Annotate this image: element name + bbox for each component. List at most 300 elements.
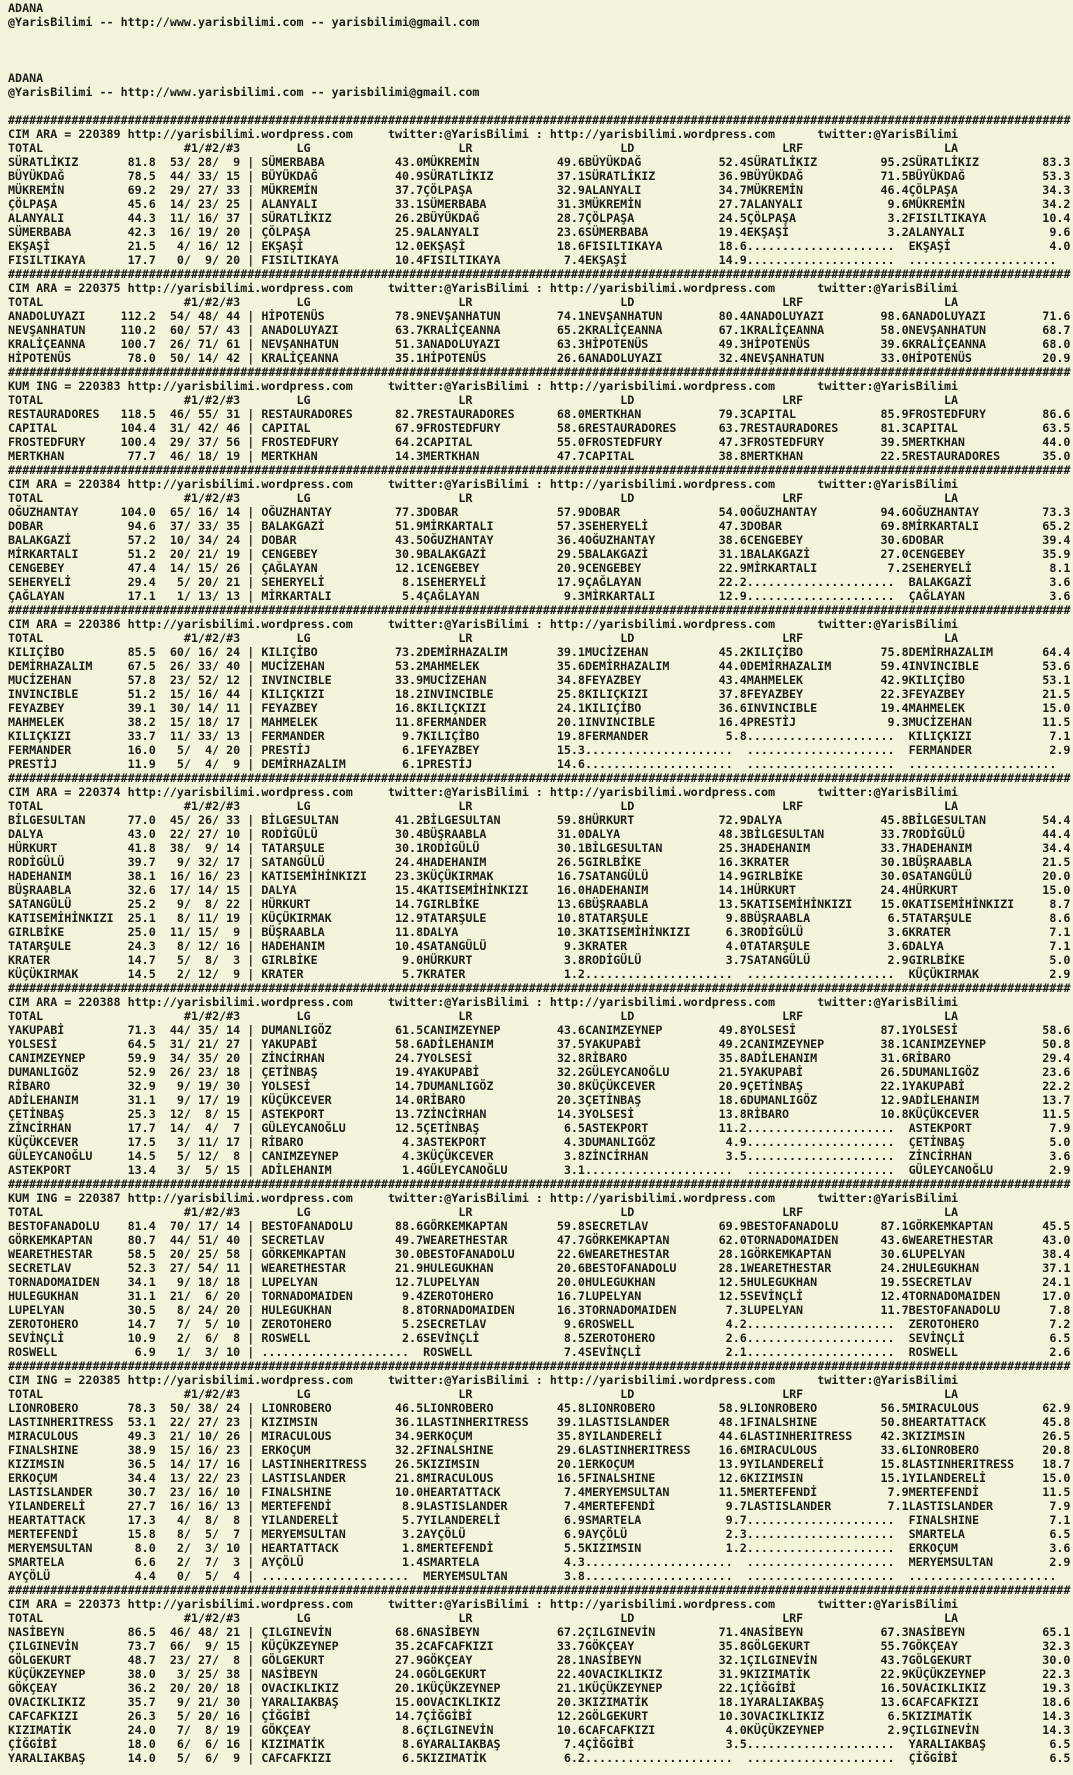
pair-horse-name: LIONROBERO (908, 1443, 979, 1457)
column-header-stats: #1/#2/#3 (183, 1009, 241, 1023)
column-header-line (8, 491, 1073, 505)
pair-horse-name: ÇILGINEVİN (423, 1723, 494, 1737)
stat-pair (909, 421, 1071, 435)
column-header-total: TOTAL (8, 631, 44, 645)
pair-horse-name: RESTAURADORES (584, 421, 677, 435)
pair-horse-name: EKŞAŞİ (584, 253, 628, 267)
pair-value: 5.5 (563, 1541, 585, 1555)
pair-value: 7.2 (887, 561, 909, 575)
pair-value: 48.1 (718, 1415, 747, 1429)
pair-value: 39.5 (880, 435, 909, 449)
stat-pair (261, 547, 423, 561)
column-header-total: TOTAL (8, 799, 44, 813)
pair-value: 2.3 (725, 1527, 747, 1541)
pair-horse-name: MERTKHAN (584, 407, 642, 421)
column-header-la: LA (943, 1611, 959, 1625)
pair-value: 39.6 (880, 337, 909, 351)
pair-value: 15.4 (394, 883, 424, 897)
stats-value: 1/ 13/ 13 (169, 589, 241, 603)
pair-value: 45.8 (556, 1401, 585, 1415)
stat-pair (261, 1471, 423, 1485)
table-row (8, 1317, 1073, 1331)
pair-horse-name: RESTAURADORES (261, 407, 353, 421)
stat-pair (261, 253, 423, 267)
stat-pair (909, 1219, 1071, 1233)
pair-horse-name: AYÇÖLÜ (261, 1555, 304, 1569)
stat-pair (423, 309, 585, 323)
pair-value: 50.8 (880, 1415, 909, 1429)
stat-pair (909, 1569, 1071, 1583)
pair-horse-name: LASTISLANDER (908, 1499, 994, 1513)
pair-value: 26.6 (556, 351, 585, 365)
pair-value: 46.4 (880, 183, 909, 197)
stat-pair (423, 1037, 585, 1051)
pair-value: 7.4 (563, 1499, 585, 1513)
stat-pair (909, 953, 1071, 967)
pair-value: 8.6 (402, 1737, 424, 1751)
stat-pair (747, 225, 909, 239)
pair-horse-name: BÜŞRAABLA (746, 911, 811, 925)
pair-horse-name: ERKOÇUM (908, 1541, 958, 1555)
table-row (8, 729, 1073, 743)
stat-pair (261, 1429, 423, 1443)
column-divider: | (247, 1317, 255, 1331)
pair-value: 8.5 (563, 1331, 585, 1345)
stat-pair (747, 323, 909, 337)
column-header-stats: #1/#2/#3 (183, 1205, 241, 1219)
pair-value: 49.8 (718, 1023, 747, 1037)
pair-value: 53.2 (394, 659, 424, 673)
column-header-ld: LD (620, 491, 635, 505)
column-divider: | (247, 1751, 255, 1765)
pair-horse-name: FINALSHINE (908, 1513, 979, 1527)
pair-value: 7.8 (1049, 1303, 1071, 1317)
pair-value: 21.5 (718, 1065, 747, 1079)
pair-horse-name: MAHMELEK (746, 673, 804, 687)
race-id: CIM ARA = 220384 (8, 477, 121, 491)
pair-horse-name: NASİBEYN (584, 1653, 642, 1667)
stat-pair (585, 1247, 747, 1261)
total-value: 45.6 (127, 197, 156, 211)
stat-pair (909, 1667, 1071, 1681)
pair-value: 8.1 (1049, 561, 1071, 575)
stat-pair (909, 687, 1071, 701)
column-divider: | (247, 1163, 255, 1177)
stat-pair (747, 547, 909, 561)
total-value: 25.1 (127, 911, 156, 925)
pair-value: 65.2 (556, 323, 585, 337)
pair-value: 18.6 (1042, 1695, 1071, 1709)
dots-filler: ..................... (746, 1513, 895, 1527)
column-header-line (8, 141, 1073, 155)
total-value: 53.1 (127, 1415, 156, 1429)
pair-horse-name: DUMANLIGÖZ (261, 1023, 332, 1037)
horse-name: SEHERYELİ (8, 575, 72, 589)
stat-pair (423, 1751, 585, 1765)
horse-name: KATISEMİHİNKIZI (8, 911, 114, 925)
stat-pair (261, 1723, 423, 1737)
pair-horse-name: BALAKGAZİ (261, 519, 325, 533)
pair-horse-name: BÜŞRAABLA (584, 897, 649, 911)
stat-pair (585, 1751, 747, 1765)
stats-value: 3/ 11/ 17 (169, 1135, 241, 1149)
stat-pair (423, 1163, 585, 1177)
stat-pair (585, 1149, 747, 1163)
pair-value: 21.9 (394, 1261, 424, 1275)
pair-value: 7.9 (887, 1485, 909, 1499)
stats-value: 0/ 5/ 4 (169, 1569, 241, 1583)
pair-value: 14.3 (1042, 1709, 1071, 1723)
pair-horse-name: GÖLGEKURT (423, 1667, 487, 1681)
pair-value: 51.9 (394, 519, 424, 533)
pair-value: 6.1 (402, 757, 424, 771)
stat-pair (423, 855, 585, 869)
total-value: 58.5 (127, 1247, 156, 1261)
stat-pair (909, 1723, 1071, 1737)
stat-pair (747, 1625, 909, 1639)
pair-value: 52.4 (718, 155, 747, 169)
pair-horse-name: YILANDERELİ (261, 1513, 339, 1527)
pair-horse-name: MİRKARTALI (584, 589, 656, 603)
table-row (8, 1457, 1073, 1471)
pair-horse-name: GÖRKEMKAPTAN (423, 1219, 508, 1233)
stat-pair (423, 1121, 585, 1135)
stat-pair (747, 239, 909, 253)
pair-horse-name: MERTEFENDİ (261, 1499, 332, 1513)
pair-value: 75.8 (880, 645, 909, 659)
pair-value: 47.3 (718, 435, 747, 449)
stats-value: 11/ 33/ 13 (169, 729, 241, 743)
stat-pair (909, 1457, 1071, 1471)
total-value: 49.3 (127, 1429, 156, 1443)
horse-name: HİPOTENÜS (8, 351, 72, 365)
pair-value: 37.8 (718, 687, 747, 701)
pair-horse-name: DALYA (746, 813, 782, 827)
horse-name: LASTINHERITRESS (8, 1415, 114, 1429)
pair-horse-name: SEHERYELİ (261, 575, 325, 589)
table-row (8, 1555, 1073, 1569)
column-divider: | (247, 1275, 255, 1289)
stat-pair (585, 239, 747, 253)
column-header-lg: LG (296, 393, 311, 407)
horse-name: GÜLEYCANOĞLU (8, 1149, 93, 1163)
pair-value: 20.6 (556, 1261, 585, 1275)
stat-pair (585, 211, 747, 225)
pair-horse-name: DALYA (423, 925, 459, 939)
pair-horse-name: KÜÇÜKCEVER (423, 1149, 494, 1163)
stat-pair (423, 1275, 585, 1289)
stat-pair (585, 589, 747, 603)
column-header-la: LA (943, 799, 959, 813)
total-value: 34.1 (127, 1275, 156, 1289)
stats-value: 5/ 6/ 9 (169, 1751, 241, 1765)
column-header-lg: LG (296, 1611, 311, 1625)
pair-value: 33.7 (880, 841, 909, 855)
pair-horse-name: NASİBEYN (746, 1625, 804, 1639)
horse-name: RİBARO (8, 1079, 51, 1093)
stats-value: 15/ 16/ 23 (169, 1443, 241, 1457)
dots-filler: ..................... (746, 575, 895, 589)
stat-pair (747, 925, 909, 939)
stat-pair (261, 505, 423, 519)
pair-horse-name: ÇÖLPAŞA (584, 211, 635, 225)
stats-value: 31/ 21/ 27 (169, 1037, 241, 1051)
twitter-handle: twitter:@YarisBilimi (388, 477, 529, 491)
pair-horse-name: YILANDERELİ (746, 1457, 825, 1471)
stat-pair (747, 1275, 909, 1289)
pair-value: 45.2 (718, 645, 747, 659)
table-row (8, 225, 1073, 239)
pair-value: 34.8 (556, 673, 585, 687)
pair-value: 59.8 (556, 1219, 585, 1233)
pair-value: 3.7 (725, 953, 747, 967)
pair-value: 86.6 (1042, 407, 1071, 421)
stat-pair (909, 253, 1071, 267)
stat-pair (909, 1625, 1071, 1639)
twitter-handle: twitter:@YarisBilimi (388, 379, 529, 393)
pair-horse-name: YAKUPABİ (261, 1037, 318, 1051)
pair-value: 19.4 (880, 701, 909, 715)
stat-pair (747, 351, 909, 365)
pair-horse-name: ASTEKPORT (423, 1135, 487, 1149)
separator-line: ####################################################################################################################################################### (8, 113, 1071, 127)
horse-name: MAHMELEK (8, 715, 65, 729)
pair-horse-name: RİBARO (908, 1051, 951, 1065)
stat-pair (747, 589, 909, 603)
pair-value: 73.3 (1042, 505, 1071, 519)
table-row (8, 421, 1073, 435)
table-row (8, 1499, 1073, 1513)
column-header-la: LA (943, 295, 959, 309)
stats-value: 44/ 33/ 15 (169, 169, 241, 183)
pair-horse-name: SEVİNÇLİ (584, 1345, 642, 1359)
pair-value: 18.6 (556, 239, 585, 253)
twitter-handle: twitter:@YarisBilimi (817, 1191, 959, 1205)
pair-horse-name: KATISEMİHİNKIZI (746, 897, 853, 911)
pair-horse-name: CENGEBEY (908, 547, 965, 561)
column-header-ld: LD (620, 295, 635, 309)
pair-horse-name: CENGEBEY (746, 533, 804, 547)
stat-pair (909, 1275, 1071, 1289)
stat-pair (585, 715, 747, 729)
total-value: 73.7 (127, 1639, 156, 1653)
total-value: 36.5 (127, 1457, 156, 1471)
horse-name: EKŞAŞİ (8, 239, 51, 253)
stat-pair (423, 435, 585, 449)
column-divider: | (247, 1289, 255, 1303)
column-header-ld: LD (620, 393, 635, 407)
stat-pair (909, 211, 1071, 225)
pair-value: 87.1 (880, 1219, 909, 1233)
stat-pair (909, 183, 1071, 197)
stat-pair (909, 701, 1071, 715)
stat-pair (747, 953, 909, 967)
contact-line: @YarisBilimi -- http://www.yarisbilimi.com -- yarisbilimi@gmail.com (8, 15, 480, 29)
stat-pair (261, 1681, 423, 1695)
pair-horse-name: ROSWELL (584, 1317, 635, 1331)
race-id: CIM ARA = 220373 (8, 1597, 121, 1611)
pair-value: 36.1 (394, 1415, 424, 1429)
stat-pair (423, 1107, 585, 1121)
stat-pair (261, 1695, 423, 1709)
table-row (8, 687, 1073, 701)
stat-pair (909, 1751, 1071, 1765)
horse-name: ÇILGINEVİN (8, 1639, 79, 1653)
stat-pair (585, 561, 747, 575)
total-value: 27.7 (127, 1499, 156, 1513)
stat-pair (909, 659, 1071, 673)
pair-value: 27.7 (718, 197, 747, 211)
pair-horse-name: PRESTİJ (261, 743, 311, 757)
horse-name: YAKUPABİ (8, 1023, 65, 1037)
stat-pair (909, 813, 1071, 827)
stat-pair (423, 407, 585, 421)
pair-value: 16.6 (718, 1443, 747, 1457)
horse-name: DEMİRHAZALIM (8, 659, 93, 673)
pair-value: 33.1 (394, 197, 424, 211)
pair-value: 63.5 (1042, 421, 1071, 435)
stat-pair (747, 1443, 909, 1457)
pair-horse-name: HADEHANIM (584, 883, 649, 897)
pair-horse-name: GIRLBİKE (261, 953, 318, 967)
colon-separator: : (535, 477, 543, 491)
column-divider: | (247, 1737, 255, 1751)
horse-name: ÇİĞGİBİ (8, 1737, 58, 1751)
pair-horse-name: AYÇÖLÜ (584, 1527, 628, 1541)
stat-pair (261, 715, 423, 729)
wordpress-url: http://yarisbilimi.wordpress.com (549, 281, 776, 295)
pair-horse-name: OĞUZHANTAY (908, 505, 979, 519)
stat-pair (747, 1023, 909, 1037)
pair-horse-name: PRESTİJ (746, 715, 797, 729)
pair-value: 49.3 (718, 337, 747, 351)
pair-horse-name: HULEGUKHAN (908, 1261, 979, 1275)
pair-value: 25.9 (394, 225, 424, 239)
pair-horse-name: MUCİZEHAN (261, 659, 325, 673)
stat-pair (909, 1499, 1071, 1513)
column-divider: | (247, 449, 255, 463)
pair-horse-name: LASTINHERITRESS (584, 1443, 691, 1457)
dots-filler: ..................... (746, 743, 895, 757)
pair-horse-name: MÜKREMİN (261, 183, 318, 197)
pair-value: 74.1 (556, 309, 585, 323)
stat-pair (423, 827, 585, 841)
pair-horse-name: KRATER (584, 939, 628, 953)
stat-pair (423, 1569, 585, 1583)
pair-value: 2.6 (402, 1331, 424, 1345)
pair-value: 9.4 (402, 1289, 424, 1303)
stat-pair (261, 1415, 423, 1429)
pair-horse-name: ZEROTOHERO (261, 1317, 332, 1331)
total-value: 81.4 (127, 1219, 156, 1233)
pair-horse-name: OĞUZHANTAY (584, 533, 656, 547)
twitter-handle: twitter:@YarisBilimi (817, 127, 959, 141)
stat-pair (423, 337, 585, 351)
pair-value: 10.8 (556, 911, 585, 925)
table-row (8, 337, 1073, 351)
stats-value: 46/ 48/ 21 (169, 1625, 241, 1639)
column-divider: | (247, 239, 255, 253)
column-header-line (8, 1387, 1073, 1401)
pair-horse-name: DOBAR (908, 533, 944, 547)
stat-pair (585, 1667, 747, 1681)
stats-value: 22/ 27/ 10 (169, 827, 241, 841)
stat-pair (909, 505, 1071, 519)
table-row (8, 1429, 1073, 1443)
pair-value: 6.5 (1049, 1331, 1071, 1345)
pair-horse-name: FROSTEDFURY (746, 435, 825, 449)
stats-value: 46/ 55/ 31 (169, 407, 241, 421)
stat-pair (747, 827, 909, 841)
horse-name: CAFCAFKIZI (8, 1709, 79, 1723)
stat-pair (423, 1723, 585, 1737)
pair-horse-name: LASTISLANDER (746, 1499, 832, 1513)
pair-horse-name: TATARŞULE (261, 841, 325, 855)
pair-value: 38.4 (1042, 1247, 1071, 1261)
pair-value: 28.1 (718, 1247, 747, 1261)
pair-horse-name: RİBARO (584, 1051, 628, 1065)
pair-horse-name: GÖKÇEAY (423, 1653, 473, 1667)
stat-pair (261, 883, 423, 897)
stat-pair (909, 1639, 1071, 1653)
pair-horse-name: KRALİÇEANNA (584, 323, 663, 337)
column-divider: | (247, 1219, 255, 1233)
pair-horse-name: MERTEFENDİ (746, 1485, 818, 1499)
stat-pair (909, 729, 1071, 743)
pair-value: 8.1 (402, 575, 424, 589)
column-divider: | (247, 561, 255, 575)
pair-horse-name: TORNADOMAIDEN (746, 1233, 839, 1247)
pair-horse-name: OVACIKLIKIZ (584, 1667, 663, 1681)
pair-value: 26.5 (394, 1457, 424, 1471)
stat-pair (747, 659, 909, 673)
pair-horse-name: MUCİZEHAN (423, 673, 487, 687)
stat-pair (747, 1107, 909, 1121)
column-divider: | (247, 883, 255, 897)
pair-horse-name: HEARTATTACK (908, 1415, 987, 1429)
horse-name: ASTEKPORT (8, 1163, 72, 1177)
pair-horse-name: GIRLBİKE (908, 953, 965, 967)
stat-pair (585, 869, 747, 883)
stat-pair (747, 1303, 909, 1317)
race-title-line (8, 127, 1073, 141)
table-row (8, 505, 1073, 519)
race-id: CIM ING = 220385 (8, 1373, 121, 1387)
total-value: 30.5 (127, 1303, 156, 1317)
pair-horse-name: KILIÇİBO (746, 645, 804, 659)
stat-pair (585, 1135, 747, 1149)
wordpress-url: http://yarisbilimi.wordpress.com (127, 477, 353, 491)
stat-pair (585, 1303, 747, 1317)
column-header-line (8, 1009, 1073, 1023)
pair-value: 15.0 (394, 1695, 424, 1709)
stat-pair (909, 169, 1071, 183)
column-header-lr: LR (458, 631, 473, 645)
pair-horse-name: ÇÖLPAŞA (261, 225, 311, 239)
colon-separator: : (535, 281, 543, 295)
table-row (8, 1093, 1073, 1107)
stat-pair (909, 309, 1071, 323)
stat-pair (909, 1065, 1071, 1079)
pair-value: 7.3 (725, 1303, 747, 1317)
stat-pair (909, 1541, 1071, 1555)
pair-horse-name: CENGEBEY (261, 547, 318, 561)
stat-pair (423, 1695, 585, 1709)
pair-value: 20.9 (1042, 351, 1071, 365)
stat-pair (423, 1471, 585, 1485)
pair-horse-name: MIRACULOUS (908, 1401, 979, 1415)
pair-value: 4.3 (402, 1149, 424, 1163)
